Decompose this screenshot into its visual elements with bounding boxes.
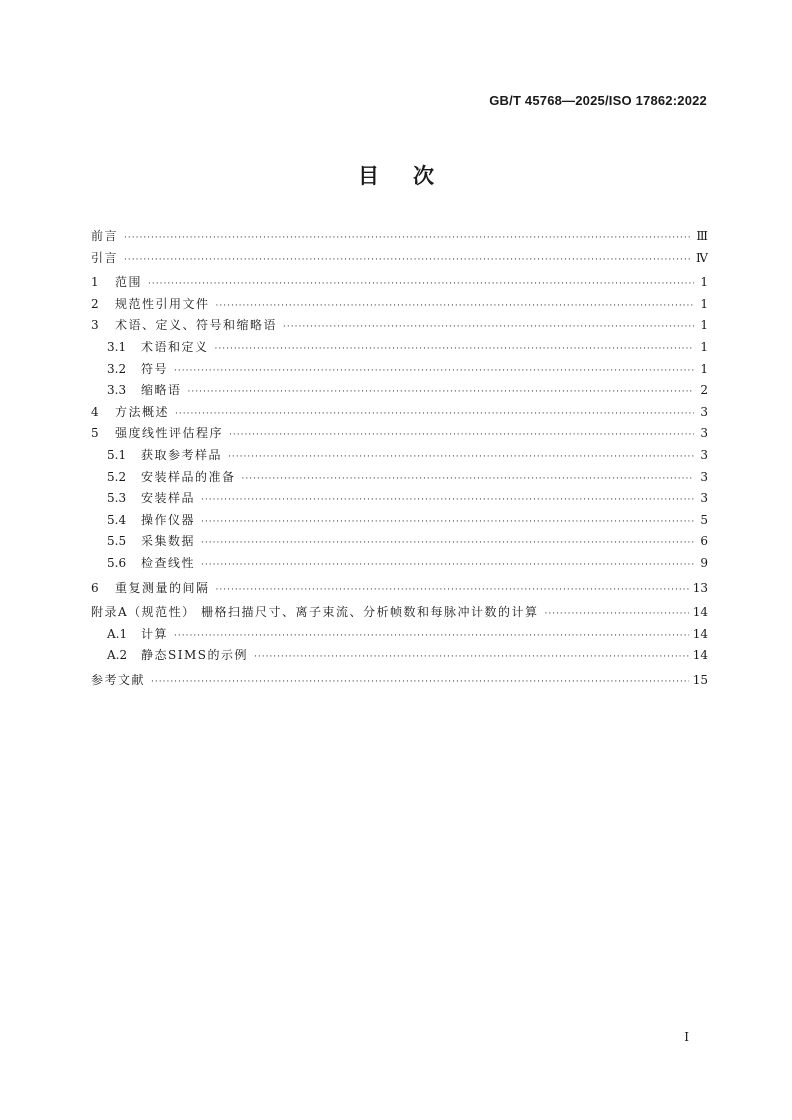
toc-entry-number: 5.5 xyxy=(107,534,127,549)
toc-entry-label: 规范性引用文件 xyxy=(115,296,210,311)
toc-entry-number: 5.4 xyxy=(107,512,127,527)
toc-entry-number: 5.1 xyxy=(107,447,127,462)
toc-entry-label: 前言 xyxy=(91,229,119,243)
toc-entry-number: 5.6 xyxy=(107,555,127,570)
toc-dot-leader xyxy=(188,382,694,404)
toc-dot-leader xyxy=(124,250,692,272)
toc-entry-page: 14 xyxy=(692,626,708,641)
toc-dot-leader xyxy=(544,604,688,626)
toc-dot-leader xyxy=(254,647,689,669)
toc-entry-page: 1 xyxy=(700,318,708,333)
toc-dot-leader xyxy=(151,672,689,694)
toc-entry-page: 15 xyxy=(692,672,708,687)
toc-entry-number: 4 xyxy=(91,404,99,419)
toc-entry-label: 参考文献 xyxy=(91,672,146,687)
toc-entry-label: 检查线性 xyxy=(141,555,196,570)
toc-entry-page: 14 xyxy=(692,605,708,620)
toc-entry-page: Ⅳ xyxy=(696,250,708,265)
toc-dot-leader xyxy=(215,339,694,361)
toc-entry[interactable] xyxy=(91,602,708,624)
toc-entry-page: 5 xyxy=(700,512,708,527)
toc-entry-number: 5 xyxy=(91,426,99,441)
toc-entry[interactable] xyxy=(91,488,708,510)
toc-entry-label: 缩略语 xyxy=(141,383,182,398)
toc-dot-leader xyxy=(148,274,694,296)
toc-dot-leader xyxy=(201,555,694,577)
toc-entry-label: 安装样品 xyxy=(141,491,196,506)
toc-dot-leader xyxy=(216,296,694,318)
toc-entry-label: 附录A（规范性） 栅格扫描尺寸、离子束流、分析帧数和每脉冲计数的计算 xyxy=(91,605,539,620)
toc-entry-label: 范围 xyxy=(115,275,143,290)
toc-entry-label: 方法概述 xyxy=(115,404,170,419)
toc-entry[interactable] xyxy=(91,624,708,646)
toc-entry[interactable] xyxy=(91,294,708,316)
page-number: I xyxy=(684,1030,689,1044)
table-of-contents xyxy=(91,226,708,691)
toc-entry-page: 3 xyxy=(700,447,708,462)
toc-entry[interactable] xyxy=(91,359,708,381)
toc-dot-leader xyxy=(124,228,692,250)
toc-entry-label: 引言 xyxy=(91,250,119,265)
toc-dot-leader xyxy=(283,317,694,339)
toc-entry-label: 计算 xyxy=(141,626,169,641)
toc-entry-page: 3 xyxy=(700,426,708,441)
toc-entry-page: Ⅲ xyxy=(696,229,708,243)
toc-entry-label: 操作仪器 xyxy=(141,512,196,527)
toc-entry-label: 采集数据 xyxy=(141,534,196,549)
toc-entry-number: A.1 xyxy=(107,626,128,641)
toc-dot-leader xyxy=(229,425,694,447)
toc-entry-number: 1 xyxy=(91,275,99,290)
toc-entry-label: 强度线性评估程序 xyxy=(115,426,224,441)
toc-entry[interactable] xyxy=(91,226,708,248)
toc-entry-page: 3 xyxy=(700,404,708,419)
toc-entry-number: 3 xyxy=(91,318,99,333)
toc-entry-page: 3 xyxy=(700,469,708,484)
toc-dot-leader xyxy=(175,404,694,426)
toc-entry[interactable] xyxy=(91,402,708,424)
toc-entry[interactable] xyxy=(91,248,708,270)
toc-entry-page: 1 xyxy=(700,339,708,354)
toc-entry[interactable] xyxy=(91,553,708,575)
toc-dot-leader xyxy=(174,361,694,383)
toc-entry[interactable] xyxy=(91,380,708,402)
toc-entry[interactable] xyxy=(91,315,708,337)
toc-entry-page: 3 xyxy=(700,491,708,506)
toc-entry-number: 3.3 xyxy=(107,383,127,398)
toc-entry-label: 术语和定义 xyxy=(141,339,209,354)
toc-entry[interactable] xyxy=(91,272,708,294)
toc-entry-page: 13 xyxy=(692,580,708,595)
toc-entry-number: 3.1 xyxy=(107,339,127,354)
toc-entry-label: 安装样品的准备 xyxy=(141,469,236,484)
toc-entry-page: 1 xyxy=(700,361,708,376)
toc-entry-page: 1 xyxy=(700,296,708,311)
toc-dot-leader xyxy=(201,533,694,555)
toc-dot-leader xyxy=(201,490,694,512)
toc-entry-label: 术语、定义、符号和缩略语 xyxy=(115,318,278,333)
toc-entry-number: A.2 xyxy=(107,648,128,663)
standard-number: GB/T 45768—2025/ISO 17862:2022 xyxy=(489,93,707,108)
toc-entry[interactable] xyxy=(91,510,708,532)
toc-entry[interactable] xyxy=(91,337,708,359)
toc-entry[interactable] xyxy=(91,467,708,489)
toc-entry-label: 重复测量的间隔 xyxy=(115,580,210,595)
toc-entry-number: 5.2 xyxy=(107,469,127,484)
toc-entry[interactable] xyxy=(91,670,708,692)
toc-dot-leader xyxy=(174,626,689,648)
toc-dot-leader xyxy=(216,580,689,602)
toc-entry-label: 符号 xyxy=(141,361,169,376)
toc-entry[interactable] xyxy=(91,423,708,445)
toc-entry-number: 5.3 xyxy=(107,491,127,506)
toc-entry-number: 2 xyxy=(91,296,99,311)
toc-entry-page: 2 xyxy=(700,383,708,398)
toc-entry-page: 1 xyxy=(700,275,708,290)
toc-entry[interactable] xyxy=(91,445,708,467)
toc-entry[interactable] xyxy=(91,578,708,600)
toc-entry-page: 6 xyxy=(700,534,708,549)
toc-entry-label: 静态SIMS的示例 xyxy=(141,648,248,663)
toc-dot-leader xyxy=(201,512,694,534)
toc-entry-page: 14 xyxy=(692,648,708,663)
toc-entry[interactable] xyxy=(91,531,708,553)
toc-dot-leader xyxy=(242,469,694,491)
toc-entry[interactable] xyxy=(91,645,708,667)
toc-entry-label: 获取参考样品 xyxy=(141,447,223,462)
toc-entry-number: 6 xyxy=(91,580,99,595)
toc-entry-page: 9 xyxy=(700,555,708,570)
page-title: 目次 xyxy=(358,164,468,188)
toc-dot-leader xyxy=(228,447,694,469)
toc-entry-number: 3.2 xyxy=(107,361,127,376)
